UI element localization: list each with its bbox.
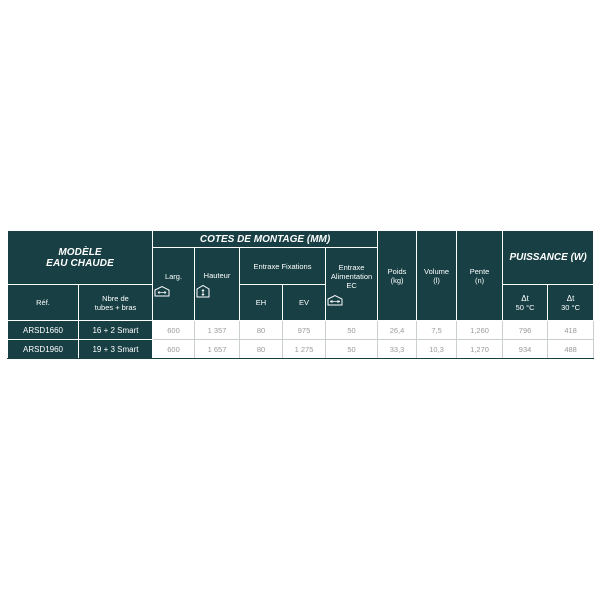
tubes-header-line2: tubes + bras: [94, 302, 137, 312]
pente-header: [457, 231, 503, 321]
width-icon: [153, 285, 194, 297]
spec-table: [7, 230, 594, 359]
larg-label: Larg.: [164, 271, 183, 281]
row-pente: 1,270: [457, 340, 503, 359]
row-larg: 600: [153, 321, 195, 340]
row-tubes: 16 + 2 Smart: [79, 321, 153, 340]
hauteur-label: Hauteur: [203, 270, 231, 280]
delta-t-symbol: Δt: [566, 293, 575, 303]
row-ref: ARSD1660: [8, 321, 79, 340]
volume-header: [417, 231, 457, 321]
row-poids: 26,4: [378, 321, 417, 340]
dt30-header: [548, 285, 594, 321]
row-volume: 10,3: [417, 340, 457, 359]
entraxe-alim-line1: Entraxe: [338, 262, 365, 272]
height-icon: [195, 284, 239, 298]
delta-t-symbol: Δt: [521, 293, 529, 303]
hauteur-header: [195, 248, 240, 321]
row-ev: 975: [283, 321, 326, 340]
puissance-header: PUISSANCE (W): [503, 231, 594, 285]
poids-label: Poids: [387, 266, 407, 276]
tubes-header: [79, 285, 153, 321]
ev-header: EV: [283, 285, 326, 321]
row-hauteur: 1 657: [195, 340, 240, 359]
pente-label: Pente: [469, 266, 490, 276]
model-header: [8, 231, 153, 285]
volume-label: Volume: [424, 266, 450, 276]
model-header-line1: MODÈLE: [58, 246, 102, 258]
entraxe-alim-line2: Alimentation: [330, 271, 373, 281]
tubes-header-line1: Nbre de: [102, 293, 129, 303]
row-eh: 80: [240, 340, 283, 359]
mounting-group-header: COTES DE MONTAGE (MM): [153, 231, 378, 248]
spec-table-container: [7, 230, 593, 359]
dt30-value: 30 °C: [561, 302, 580, 312]
poids-header: [378, 231, 417, 321]
entraxe-alim-line3: EC: [346, 280, 357, 290]
row-p30: 488: [548, 340, 594, 359]
row-hauteur: 1 357: [195, 321, 240, 340]
row-poids: 33,3: [378, 340, 417, 359]
row-volume: 7,5: [417, 321, 457, 340]
row-tubes: 19 + 3 Smart: [79, 340, 153, 359]
table-row: [8, 321, 594, 340]
entraxe-fixations-header: Entraxe Fixations: [240, 248, 326, 285]
row-ec: 50: [326, 340, 378, 359]
row-ref: ARSD1960: [8, 340, 79, 359]
table-row: [8, 340, 594, 359]
row-eh: 80: [240, 321, 283, 340]
row-ev: 1 275: [283, 340, 326, 359]
connection-icon: [326, 294, 377, 306]
entraxe-alim-header: [326, 248, 378, 321]
eh-header: EH: [240, 285, 283, 321]
dt50-header: [503, 285, 548, 321]
volume-unit: (l): [433, 275, 440, 285]
row-p30: 418: [548, 321, 594, 340]
row-p50: 934: [503, 340, 548, 359]
row-larg: 600: [153, 340, 195, 359]
dt50-value: 50 °C: [515, 302, 535, 312]
larg-header: [153, 248, 195, 321]
row-p50: 796: [503, 321, 548, 340]
poids-unit: (kg): [390, 275, 404, 285]
ref-header: Réf.: [8, 285, 79, 321]
pente-unit: (n): [474, 275, 485, 285]
model-header-line2: EAU CHAUDE: [46, 257, 114, 269]
row-pente: 1,260: [457, 321, 503, 340]
row-ec: 50: [326, 321, 378, 340]
